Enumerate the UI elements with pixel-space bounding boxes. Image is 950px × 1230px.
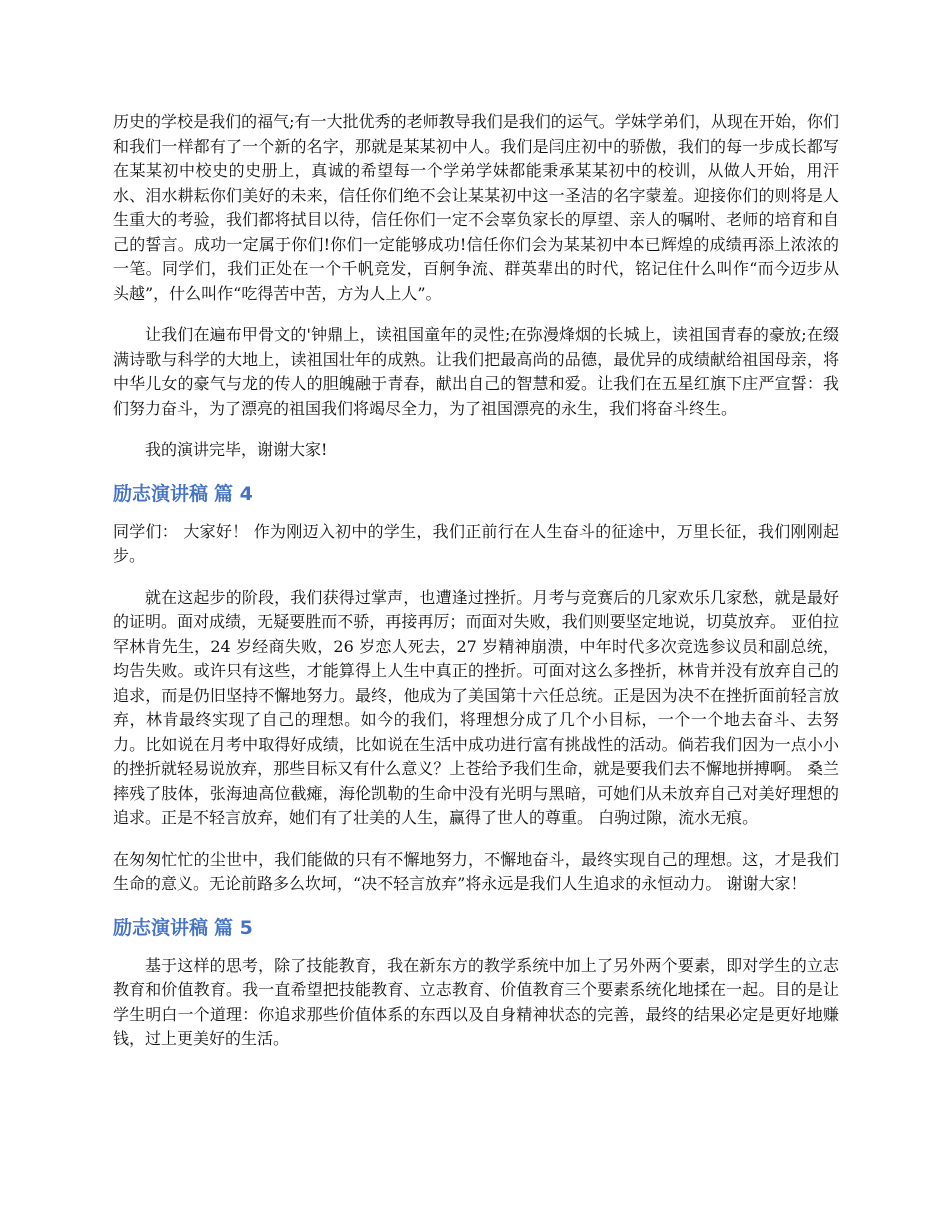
section-heading-4	[113, 480, 839, 508]
section-heading-5	[113, 914, 839, 942]
paragraph-greeting: 同学们： 大家好！ 作为刚迈入初中的学生，我们正前行在人生奋斗的征途中，万里长征，我们刚刚起步。	[113, 521, 839, 565]
paragraph-lincoln: 就在这起步的阶段，我们获得过掌声，也遭逢过挫折。月考与竞赛后的几家欢乐几家愁，就是最好的证明。面对成绩，无疑要胜而不骄，再接再厉；而面对失败，我们则要坚定地说，切莫放弃。 亚伯拉罕林肯先生，24 岁经商失败，26 岁恋人死去，27 岁精神崩溃，中年时代多次竞选参议员和副总统，均告失败。或许只有这些，才能算得上人生中真正的挫折。可面对这么多挫折，林肯并没有放弃自己的追求，而是仍旧坚持不懈地努力。最终，他成为了美国第十六任总统。正是因为决不在挫折面前轻言放弃，林肯最终实现了自己的理想。如今的我们，将理想分成了几个小目标，一个一个地去奋斗、去努力。比如说在月考中取得好成绩，比如说在生活中成功进行富有挑战性的活动。倘若我们因为一点小小的挫折就轻易说放弃，那些目标又有什么意义？上苍给予我们生命，就是要我们去不懈地拼搏啊。 桑兰摔残了肢体，张海迪高位截瘫，海伦凯勒的生命中没有光明与黑暗，可她们从未放弃自己对美好理想的追求。正是不轻言放弃，她们有了壮美的人生，赢得了世人的尊重。 白驹过隙，流水无痕。	[113, 587, 839, 827]
paragraph-school-honor: 历史的学校是我们的福气;有一大批优秀的老师教导我们是我们的运气。学妹学弟们，从现在开始，你们和我们一样都有了一个新的名字，那就是某某初中人。我们是闫庄初中的骄傲，我们的每一步成长都写在某某初中校史的史册上，真诚的希望每一个学弟学妹都能秉承某某初中的校训，从做人开始，用汗水、泪水耕耘你们美好的未来，信任你们绝不会让某某初中这一圣洁的名字蒙羞。迎接你们的则将是人生重大的考验，我们都将拭目以待，信任你们一定不会辜负家长的厚望、亲人的嘱咐、老师的培育和自己的誓言。成功一定属于你们!你们一定能够成功!信任你们会为某某初中本已辉煌的成绩再添上浓浓的一笔。同学们，我们正处在一个千帆竞发，百舸争流、群英辈出的时代，铭记住什么叫作“而今迈步从头越”，什么叫作“吃得苦中苦，方为人上人”。	[113, 112, 839, 303]
document-page	[113, 110, 839, 1069]
paragraph-closing: 我的演讲完毕，谢谢大家!	[145, 440, 328, 459]
paragraph-conclusion: 在匆匆忙忙的尘世中，我们能做的只有不懈地努力，不懈地奋斗，最终实现自己的理想。这，才是我们生命的意义。无论前路多么坎坷，“决不轻言放弃”将永远是我们人生追求的永恒动力。 谢谢大家！	[113, 849, 839, 893]
paragraph-education: 基于这样的思考，除了技能教育，我在新东方的教学系统中加上了另外两个要素，即对学生的立志教育和价值教育。我一直希望把技能教育、立志教育、价值教育三个要素系统化地揉在一起。目的是让学生明白一个道理：你追求那些价值体系的东西以及自身精神状态的完善，最终的结果必定是更好地赚钱，过上更美好的生活。	[113, 955, 839, 1048]
paragraph-motherland: 让我们在遍布甲骨文的'钟鼎上，读祖国童年的灵性;在弥漫烽烟的长城上，读祖国青春的豪放;在缀满诗歌与科学的大地上，读祖国壮年的成熟。让我们把最高尚的品德，最优异的成绩献给祖国母亲，将中华儿女的豪气与龙的传人的胆魄融于青春，献出自己的智慧和爱。让我们在五星红旗下庄严宣誓：我们努力奋斗，为了漂亮的祖国我们将竭尽全力，为了祖国漂亮的永生，我们将奋斗终生。	[113, 325, 839, 418]
section-heading-title: 励志演讲稿	[113, 482, 209, 505]
section-heading-title: 励志演讲稿	[113, 916, 209, 939]
section-heading-number: 篇 4	[214, 482, 253, 505]
section-heading-number: 篇 5	[214, 916, 253, 939]
